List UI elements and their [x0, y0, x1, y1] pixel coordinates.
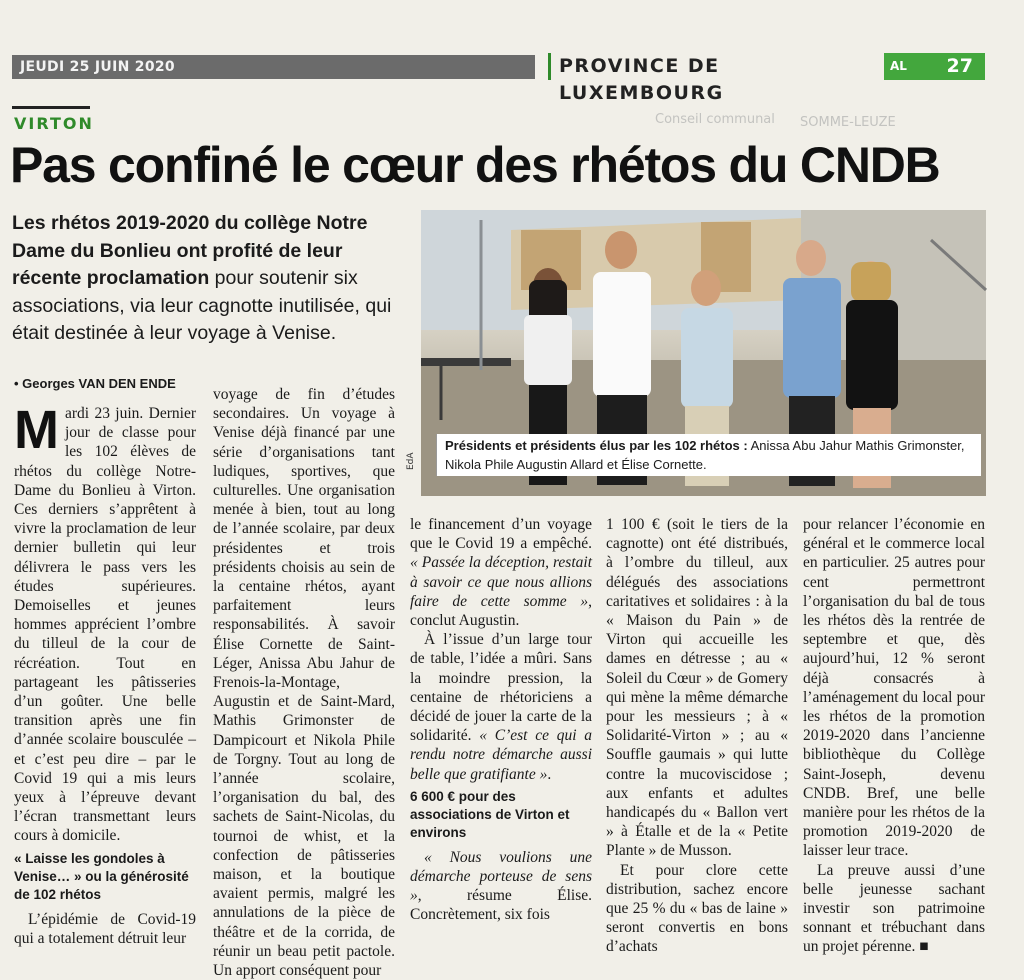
- body-paragraph: Et pour clore cette distribution, sachez encore que 25 % du « bas de laine » seront convertis en bons d’achats: [606, 861, 788, 956]
- bleed-through-area: SOMME-LEUZE: [800, 115, 896, 130]
- bleed-through-area: Conseil communal: [655, 112, 775, 127]
- article-title: Pas confiné le cœur des rhétos du CNDB: [10, 137, 940, 193]
- text-column-1: [14, 400, 196, 948]
- caption-text: Anissa Abu Jahur Mathis Grimonster, Nikola Phile Augustin Allard et Élise Cornette.: [445, 438, 965, 472]
- body-paragraph: La preuve aussi d’une belle jeunesse sachant investir son patrimoine sonnant et trébuchant dans un projet pérenne. ■: [803, 861, 985, 956]
- text-column-3: [410, 515, 592, 925]
- paragraph-text: .: [547, 765, 552, 783]
- lead-regular: pour soutenir six associations, via leur cagnotte inutilisée, qui était destinée à leur voyage à Venise.: [12, 267, 392, 344]
- quote: « C’est ce qui a rendu notre démarche aussi belle que gratifiante »: [410, 727, 592, 783]
- publication-date: JEUDI 25 JUIN 2020: [20, 59, 175, 75]
- text-column-5: [803, 515, 985, 957]
- quote: « Passée la déception, restait à savoir ce que nous allions faire de cette somme »: [410, 554, 592, 610]
- paragraph-text: À l’issue d’un large tour de table, l’idée a mûri. Sans la moindre pression, la centaine de rhétoriciens a décidé de jouer la carte de la solidarité.: [410, 631, 592, 745]
- paragraph-text: le financement d’un voyage que le Covid 19 a empêché.: [410, 516, 592, 553]
- text-column-4: [606, 515, 788, 957]
- body-paragraph: pour relancer l’économie en général et le commerce local en particulier. 25 autres pour cent permettront l’organisation du bal de tous les rhétos dès la rentrée de septembre et que, dès aujourd’hui, 12 % seront déjà consacrés à l’aménagement du local pour les rhétos de la promotion 2019-2020 dans l’ancienne bibliothèque du Collège Saint-Joseph, devenu CNDB. Bref, une belle manière pour les rhétos de la promotion 2019-2020 de laisser leur trace.: [803, 516, 985, 860]
- subheading: « Laisse les gondoles à Venise… » ou la générosité de 102 rhétos: [14, 850, 189, 902]
- paragraph-text: , résume Élise. Concrètement, six fois: [410, 887, 592, 924]
- photo-credit: EdA: [406, 452, 416, 470]
- paragraph-text: ardi 23 juin. Dernier jour de classe pour les 102 élèves de rhétos du collège Notre-Dame du Bonlieu à Virton. Ces derniers s’apprêtent à vivre la proclamation de leur dernier bulletin qui leur délivrera le pass vers les études supérieures. Demoiselles et jeunes hommes apprécient l’ombre du tilleul de la cour de récréation. Tout en partageant les pâtisseries d’un goûter. Une belle transition après une fin d’année scolaire bousculée – et c’est peu dire – par le Covid 19 qui a mis leurs yeux à l’épreuve devant l’écran transmettant leurs cours à domicile.: [14, 405, 196, 845]
- date-bar: [12, 55, 535, 79]
- quote: « Nous voulions une démarche porteuse de sens »: [410, 848, 592, 905]
- edition-code: AL: [890, 59, 907, 73]
- section-name: PROVINCE DE LUXEMBOURG: [548, 53, 886, 80]
- body-paragraph: [14, 400, 196, 846]
- body-paragraph: [410, 630, 592, 784]
- kicker-rule: [12, 106, 90, 109]
- body-paragraph: [410, 515, 592, 630]
- photo-caption: [436, 434, 981, 476]
- photo-table: [421, 358, 511, 366]
- body-paragraph: 1 100 € (soit le tiers de la cagnotte) ont été distribués, à l’ombre du tilleul, aux délégués des associations caritatives et solidaires : à la « Maison du Pain » de Virton qui accueille les dames en détresse ; au « Soleil du Cœur » de Gomery qui mène la même démarche pour les messieurs ; à « Solidarité-Virton » ; au « Souffle gaumais » qui lutte contre la mucoviscidose ; aux enfants et adultes handicapés du « Ballon vert » à Étalle et de la « Petite Plante » de Musson.: [606, 516, 788, 860]
- drop-cap: M: [14, 400, 59, 460]
- subheading: 6 600 € pour des associations de Virton et environs: [410, 788, 570, 840]
- article-byline: • Georges VAN DEN ENDE: [14, 376, 176, 391]
- body-paragraph: [410, 848, 592, 925]
- lead-bold: Les rhétos 2019-2020 du collège Notre Dame du Bonlieu ont profité de leur récente proclamation: [12, 212, 368, 289]
- body-paragraph: L’épidémie de Covid-19 qui a totalement détruit leur: [14, 910, 196, 947]
- text-column-2: [213, 385, 395, 980]
- article-kicker: VIRTON: [14, 114, 94, 133]
- paragraph-text: , conclut Augustin.: [410, 592, 592, 630]
- page-number-box: [884, 53, 985, 80]
- page-number: 27: [946, 55, 973, 77]
- body-paragraph: voyage de fin d’études secondaires. Un voyage à Venise déjà financé par une série d’organisations tant ludiques, sportives, que culturelles. Une organisation menée à bien, tout au long de l’année scolaire, par deux présidentes et trois présidents choisis au sein de la centaine rhétos, ayant parfaitement leurs responsabilités. À savoir Élise Cornette de Saint-Léger, Anissa Abu Jahur de Frenois-la-Montage, Augustin et de Saint-Mard, Mathis Grimonster de Dampicourt et Nikola Phile de Torgny. Tout au long de l’année scolaire, l’organisation du bal, des sachets de Saint-Nicolas, du tournoi de whist, et la confection de pâtisseries maison, et la boutique avaient permis, malgré les annulations de la pièce de théâtre et de la corrida, de réunir un beau petit pactole. Un apport conséquent pour: [213, 386, 395, 980]
- caption-bold: Présidents et présidents élus par les 102 rhétos :: [445, 438, 748, 453]
- article-lead: [12, 210, 408, 348]
